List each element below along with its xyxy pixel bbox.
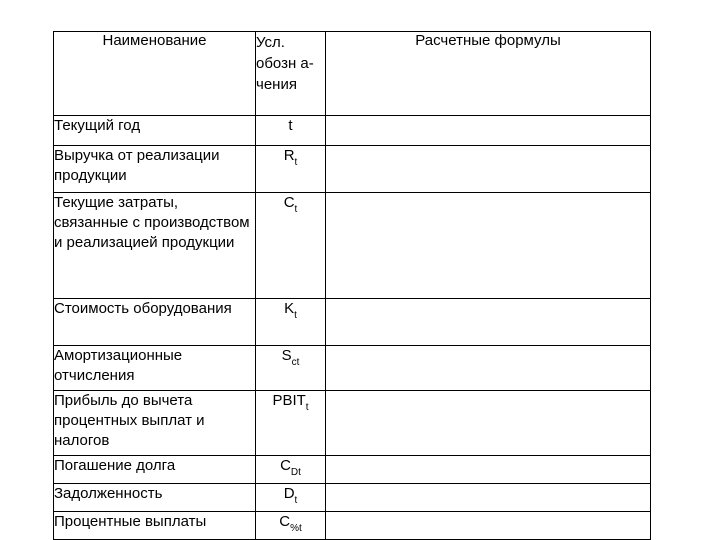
row-formula [326, 346, 651, 391]
header-symbol: Усл. обозн а-чения [256, 32, 326, 116]
row-symbol: $K_t$ [256, 299, 326, 346]
row-symbol: t [256, 116, 326, 146]
row-symbol: $D_t$ [256, 484, 326, 512]
row-name: Стоимость оборудования [54, 299, 256, 346]
table-row [54, 346, 651, 391]
row-formula [326, 484, 651, 512]
table-row [54, 391, 651, 456]
row-name: Амортизационные отчисления [54, 346, 256, 391]
row-symbol: $PBIT_t$ [256, 391, 326, 456]
table-row [54, 146, 651, 193]
row-formula [326, 146, 651, 193]
row-name: Погашение долга [54, 456, 256, 484]
row-formula [326, 512, 651, 540]
row-name: Задолженность [54, 484, 256, 512]
row-name: Прибыль до вычета процентных выплат и налогов [54, 391, 256, 456]
row-name: Текущий год [54, 116, 256, 146]
row-symbol: $S_{ct}$ [256, 346, 326, 391]
row-name: Текущие затраты, связанные с производством и реализацией продукции [54, 193, 256, 299]
header-formula: Расчетные формулы [326, 32, 651, 116]
table-row [54, 193, 651, 299]
header-name: Наименование [54, 32, 256, 116]
row-symbol: $C_t$ [256, 193, 326, 299]
row-formula [326, 193, 651, 299]
table-row [54, 512, 651, 540]
row-formula [326, 456, 651, 484]
row-name: Выручка от реализации продукции [54, 146, 256, 193]
row-symbol: $R_t$ [256, 146, 326, 193]
table-row [54, 484, 651, 512]
table-row [54, 116, 651, 146]
header-row [54, 32, 651, 116]
table-row [54, 456, 651, 484]
indicators-table [53, 31, 651, 540]
row-formula [326, 299, 651, 346]
row-name: Процентные выплаты [54, 512, 256, 540]
row-symbol: $C_{Dt}$ [256, 456, 326, 484]
table-row [54, 299, 651, 346]
row-formula [326, 391, 651, 456]
row-symbol: $C_{\%t}$ [256, 512, 326, 540]
row-formula [326, 116, 651, 146]
